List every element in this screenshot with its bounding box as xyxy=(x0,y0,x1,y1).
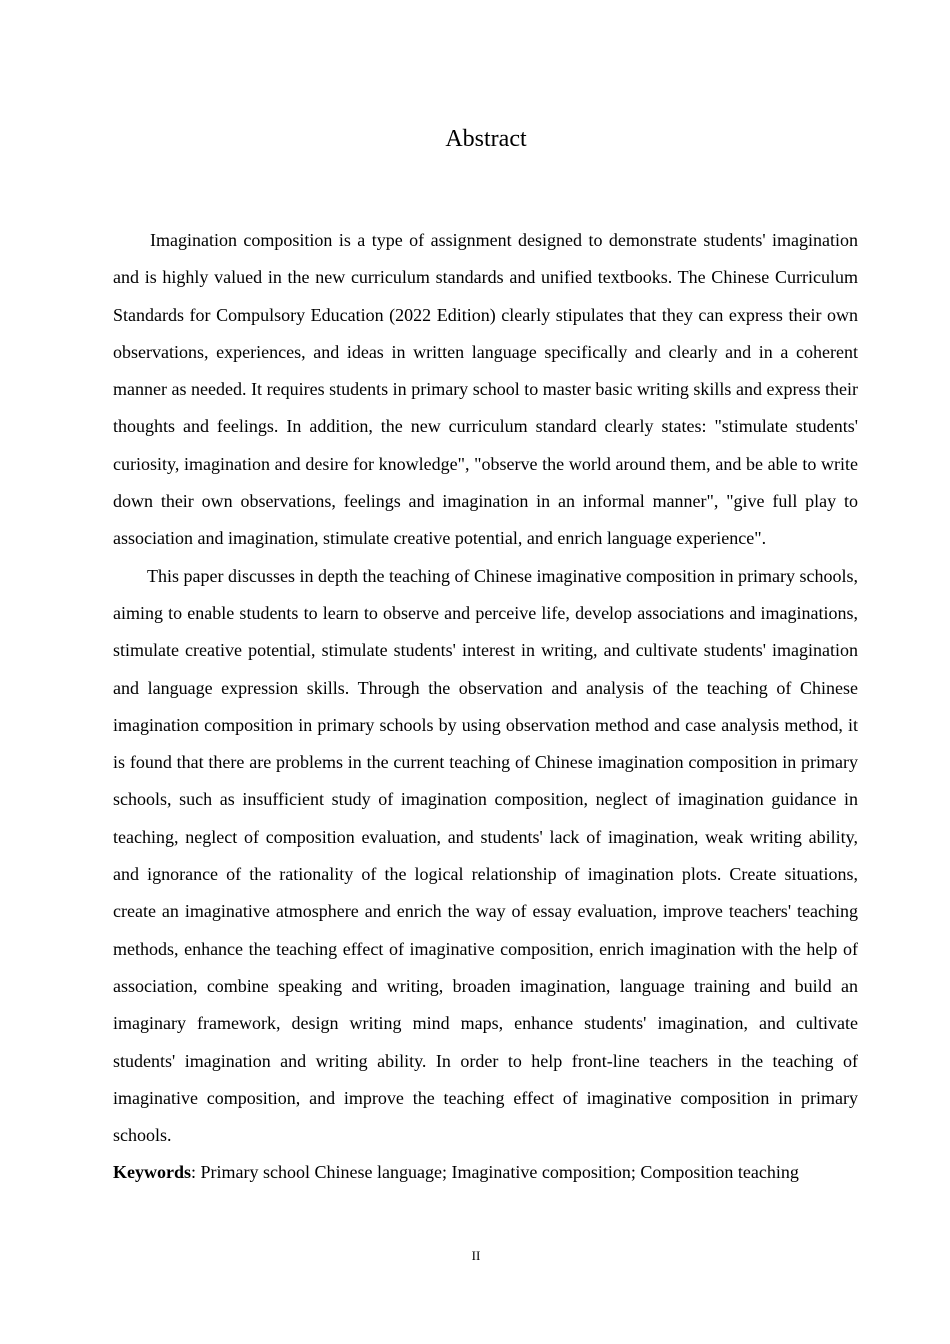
keywords-label: Keywords xyxy=(113,1162,191,1183)
keywords-line xyxy=(113,1154,858,1191)
keywords-text: : Primary school Chinese language; Imaginative composition; Composition teaching xyxy=(191,1162,799,1183)
abstract-paragraph-2: This paper discusses in depth the teaching of Chinese imaginative composition in primary schools, aiming to enable students to learn to observe and perceive life, develop associations and imaginations, stimulate creative potential, stimulate students' interest in writing, and cultivate students' imagination and language expression skills. Through the observation and analysis of the teaching of Chinese imagination composition in primary schools by using observation method and case analysis method, it is found that there are problems in the current teaching of Chinese imagination composition in primary schools, such as insufficient study of imagination composition, neglect of imagination guidance in teaching, neglect of composition evaluation, and students' lack of imagination, weak writing ability, and ignorance of the rationality of the logical relationship of imagination plots. Create situations, create an imaginative atmosphere and enrich the way of essay evaluation, improve teachers' teaching methods, enhance the teaching effect of imaginative composition, enrich imagination with the help of association, combine speaking and writing, broaden imagination, language training and build an imaginary framework, design writing mind maps, enhance students' imagination, and cultivate students' imagination and writing ability. In order to help front-line teachers in the teaching of imaginative composition, and improve the teaching effect of imaginative composition in primary schools. xyxy=(113,565,858,1146)
page-number: II xyxy=(471,1248,481,1263)
page-title: Abstract xyxy=(445,126,527,152)
abstract-body xyxy=(113,222,858,1192)
abstract-paragraph-1: Imagination composition is a type of assignment designed to demonstrate students' imagination and is highly valued in the new curriculum standards and unified textbooks. The Chinese Curriculum Standards for Compulsory Education (2022 Edition) clearly stipulates that they can express their own observations, experiences, and ideas in written language specifically and clearly and in a coherent manner as needed. It requires students in primary school to master basic writing skills and express their thoughts and feelings. In addition, the new curriculum standard clearly states: "stimulate students' curiosity, imagination and desire for knowledge", "observe the world around them, and be able to write down their own observations, feelings and imagination in an informal manner", "give full play to association and imagination, stimulate creative potential, and enrich language experience". xyxy=(113,230,858,549)
